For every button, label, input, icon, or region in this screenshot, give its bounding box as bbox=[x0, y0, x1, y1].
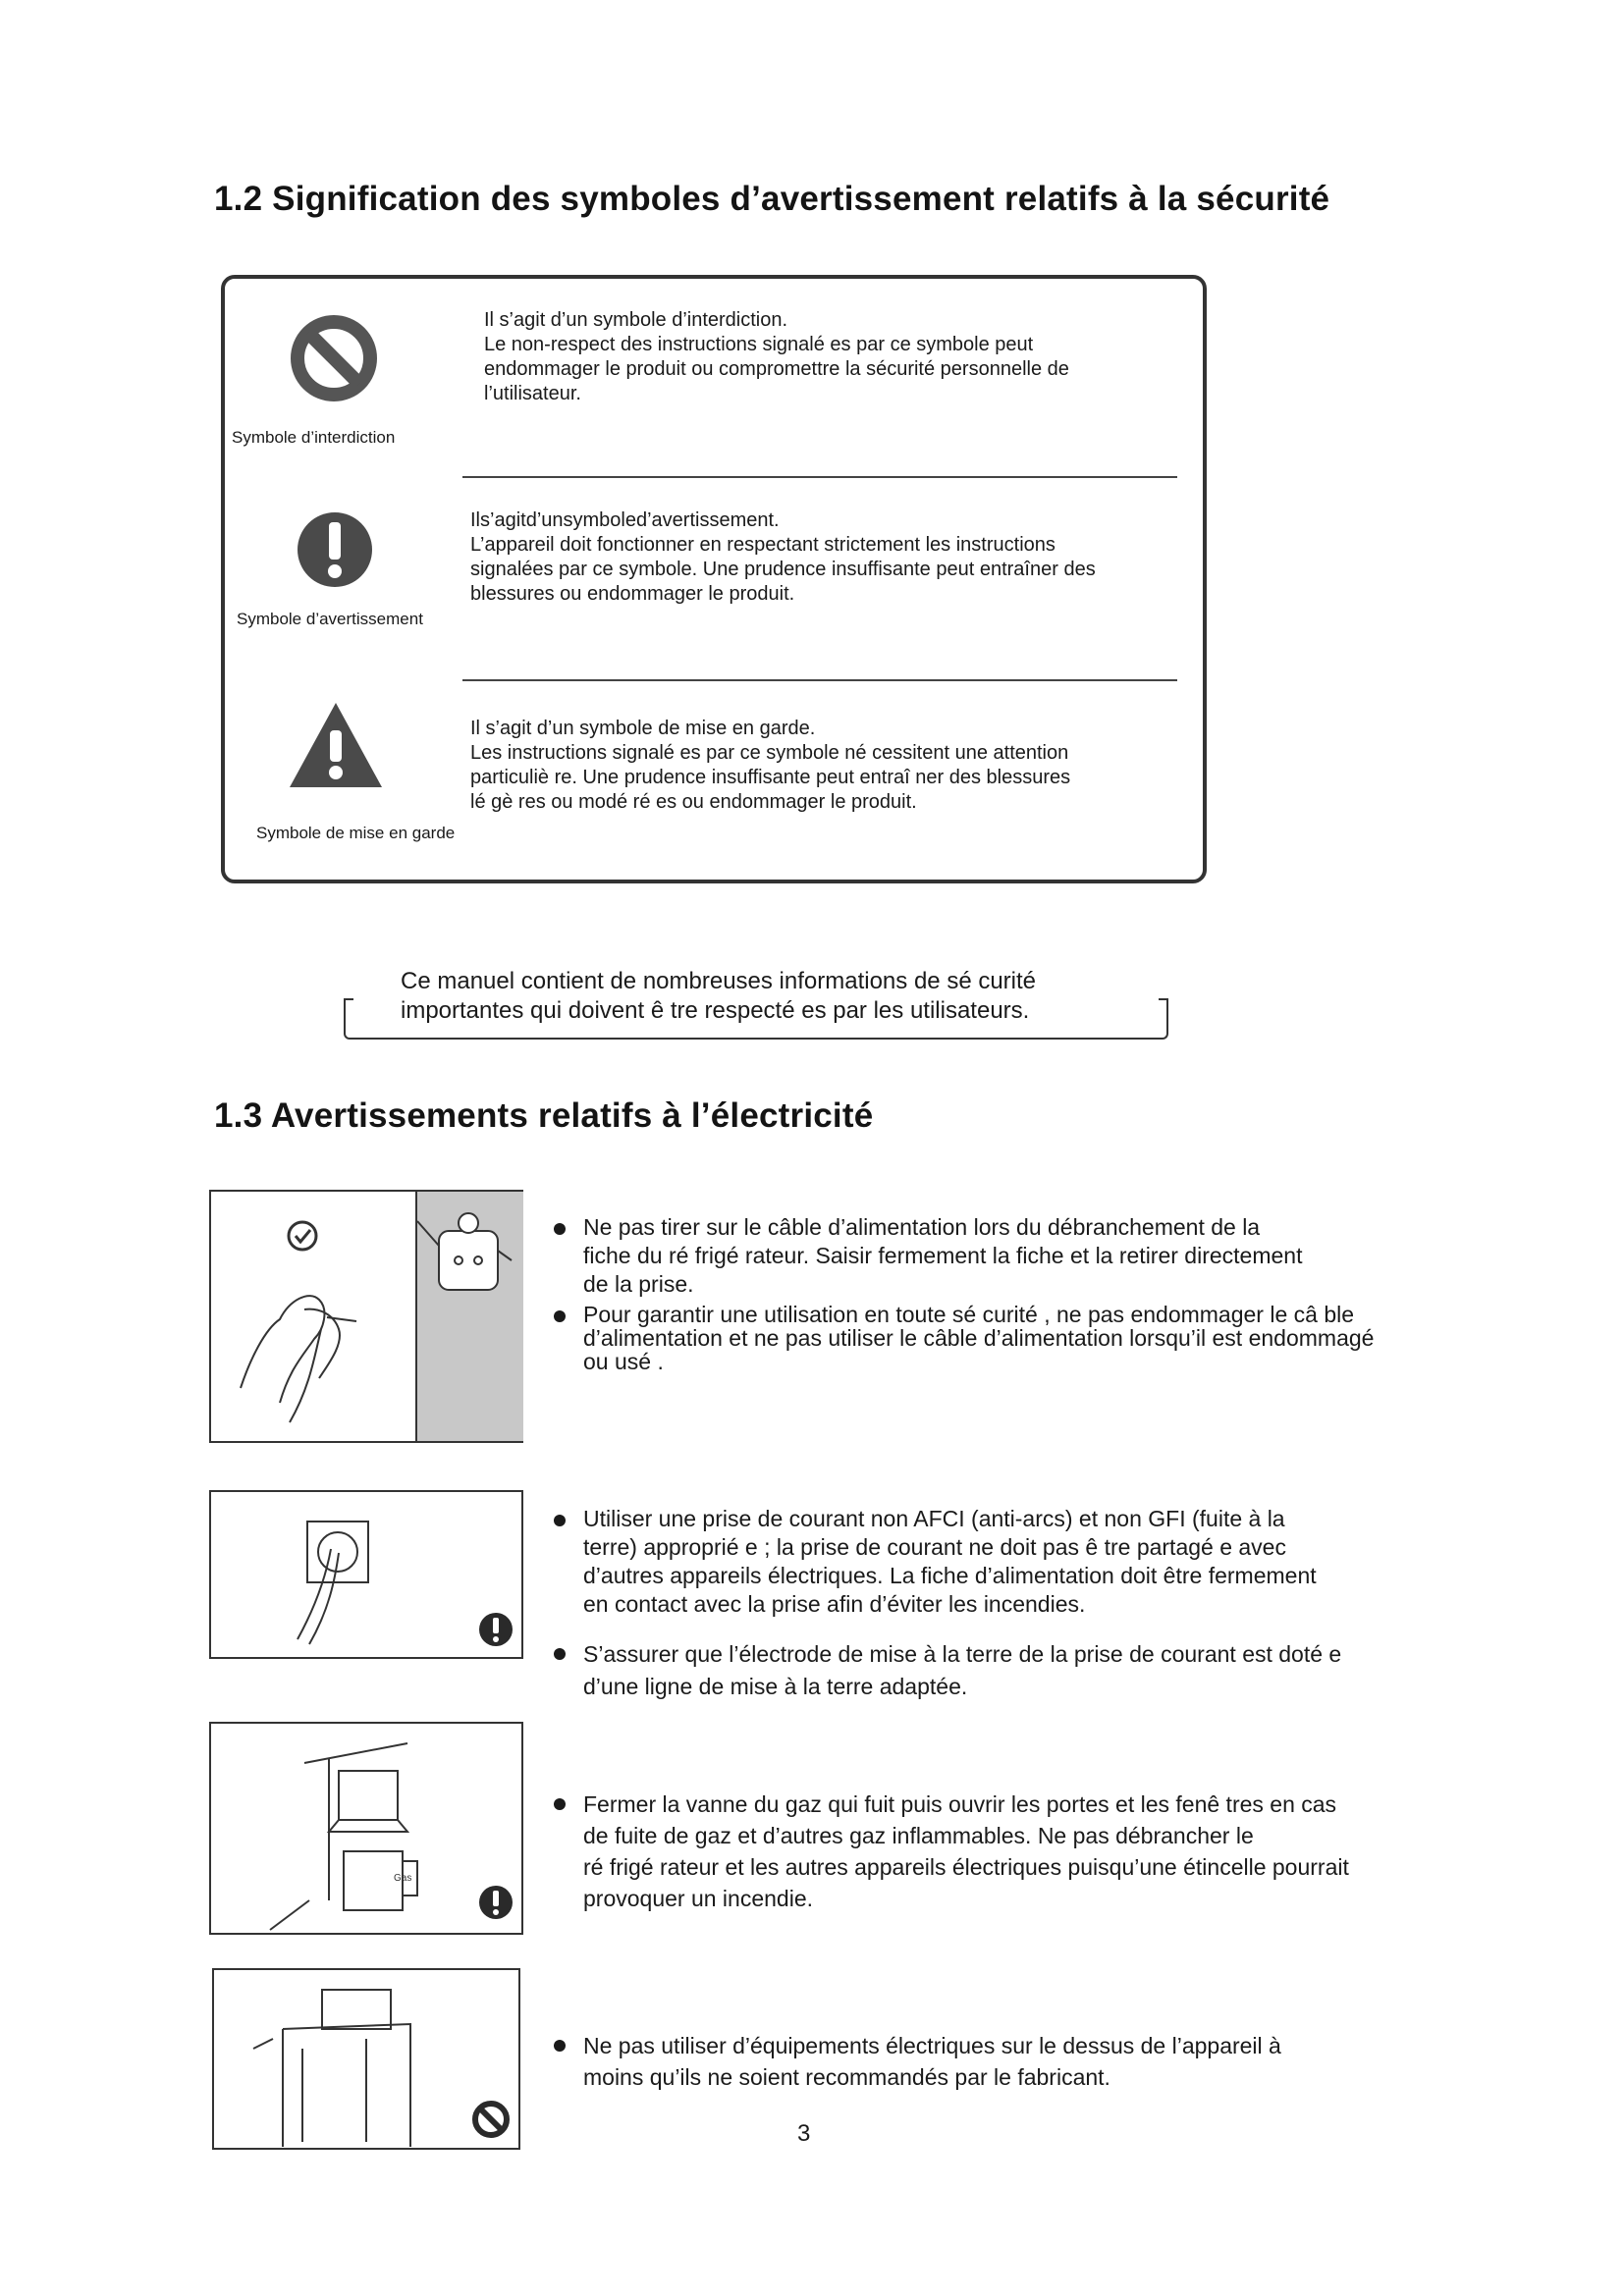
warning-icon bbox=[296, 510, 374, 589]
section-title-1-3: 1.3 Avertissements relatifs à l’électricité bbox=[214, 1096, 874, 1135]
appliance-top-illustration bbox=[212, 1968, 520, 2150]
kitchen-drawing bbox=[211, 1724, 521, 1933]
caution-icon bbox=[288, 701, 384, 789]
hand-cord-drawing bbox=[211, 1192, 521, 1441]
list-item: Ne pas tirer sur le câble d’alimentation lors du débranchement de la fiche du ré frigé rateur. Saisir fermement la fiche et la retirer directement de la prise. bbox=[552, 1213, 1374, 1299]
electricity-warning-group-3 bbox=[552, 1789, 1349, 1914]
list-item: Fermer la vanne du gaz qui fuit puis ouvrir les portes et les fenê tres en cas de fuite de gaz et d’autres gaz inflammables. Ne pas débrancher le ré frigé rateur et les autres appareils électriques puisqu’une étincelle pourrait provoquer un incendie. bbox=[552, 1789, 1349, 1914]
warning-icon bbox=[478, 1885, 514, 1920]
electricity-warning-group-4 bbox=[552, 2030, 1281, 2093]
caution-description: Il s’agit d’un symbole de mise en garde. Les instructions signalé es par ce symbole né cessitent une attention particuliè re. Une prudence insuffisante peut entraî ner des blessures lé gè res ou modé ré es ou endommager le produit. bbox=[470, 718, 1071, 813]
list-item: Utiliser une prise de courant non AFCI (anti-arcs) et non GFI (fuite à la terre) approprié e ; la prise de courant ne doit pas ê tre partagé e avec d’autres appareils électriques. La fiche d’alimentation doit être fermement en contact avec la prise afin d’éviter les incendies. bbox=[552, 1505, 1341, 1619]
caution-caption: Symbole de mise en garde bbox=[256, 824, 456, 842]
socket-illustration bbox=[209, 1490, 523, 1659]
note-bracket bbox=[344, 998, 1168, 1040]
warning-caption: Symbole d’avertissement bbox=[237, 610, 423, 628]
section-title-1-2: 1.2 Signification des symboles d’avertissement relatifs à la sécurité bbox=[214, 180, 1330, 218]
divider bbox=[462, 476, 1177, 478]
unplug-illustration bbox=[209, 1190, 523, 1443]
list-item: Pour garantir une utilisation en toute sé curité , ne pas endommager le câ ble d’alimentation et ne pas utiliser le câble d’alimentation lorsqu’il est endommagé ou usé . bbox=[552, 1303, 1374, 1373]
prohibition-icon bbox=[290, 314, 378, 402]
warning-icon bbox=[478, 1612, 514, 1647]
electricity-warning-group-1 bbox=[552, 1213, 1374, 1373]
page-number: 3 bbox=[797, 2120, 811, 2147]
prohibition-description: Il s’agit d’un symbole d’interdiction. Le non-respect des instructions signalé es par ce symbole peut endommager le produit ou compromettre la sécurité personnelle de l’utilisateur. bbox=[484, 309, 1069, 404]
prohibition-icon bbox=[471, 2100, 511, 2139]
prohibition-caption: Symbole d’interdiction bbox=[232, 428, 396, 447]
list-item: S’assurer que l’électrode de mise à la terre de la prise de courant est doté e d’une ligne de mise à la terre adaptée. bbox=[552, 1638, 1341, 1703]
socket-drawing bbox=[211, 1492, 521, 1657]
electricity-warning-group-2 bbox=[552, 1505, 1341, 1703]
list-item: Ne pas utiliser d’équipements électriques sur le dessus de l’appareil à moins qu’ils ne soient recommandés par le fabricant. bbox=[552, 2030, 1281, 2093]
gas-leak-illustration bbox=[209, 1722, 523, 1935]
safety-symbols-panel bbox=[221, 275, 1207, 883]
warning-description: Ils’agitd’unsymboled’avertissement. L’appareil doit fonctionner en respectant strictement les instructions signalées par ce symbole. Une prudence insuffisante peut entraîner des blessures ou endommager le produit. bbox=[470, 509, 1096, 605]
safety-note: Ce manuel contient de nombreuses informations de sé curité importantes qui doivent ê tre respecté es par les utilisateurs. bbox=[401, 968, 1037, 1024]
divider bbox=[462, 679, 1177, 681]
gas-label: Gas bbox=[394, 1873, 412, 1884]
